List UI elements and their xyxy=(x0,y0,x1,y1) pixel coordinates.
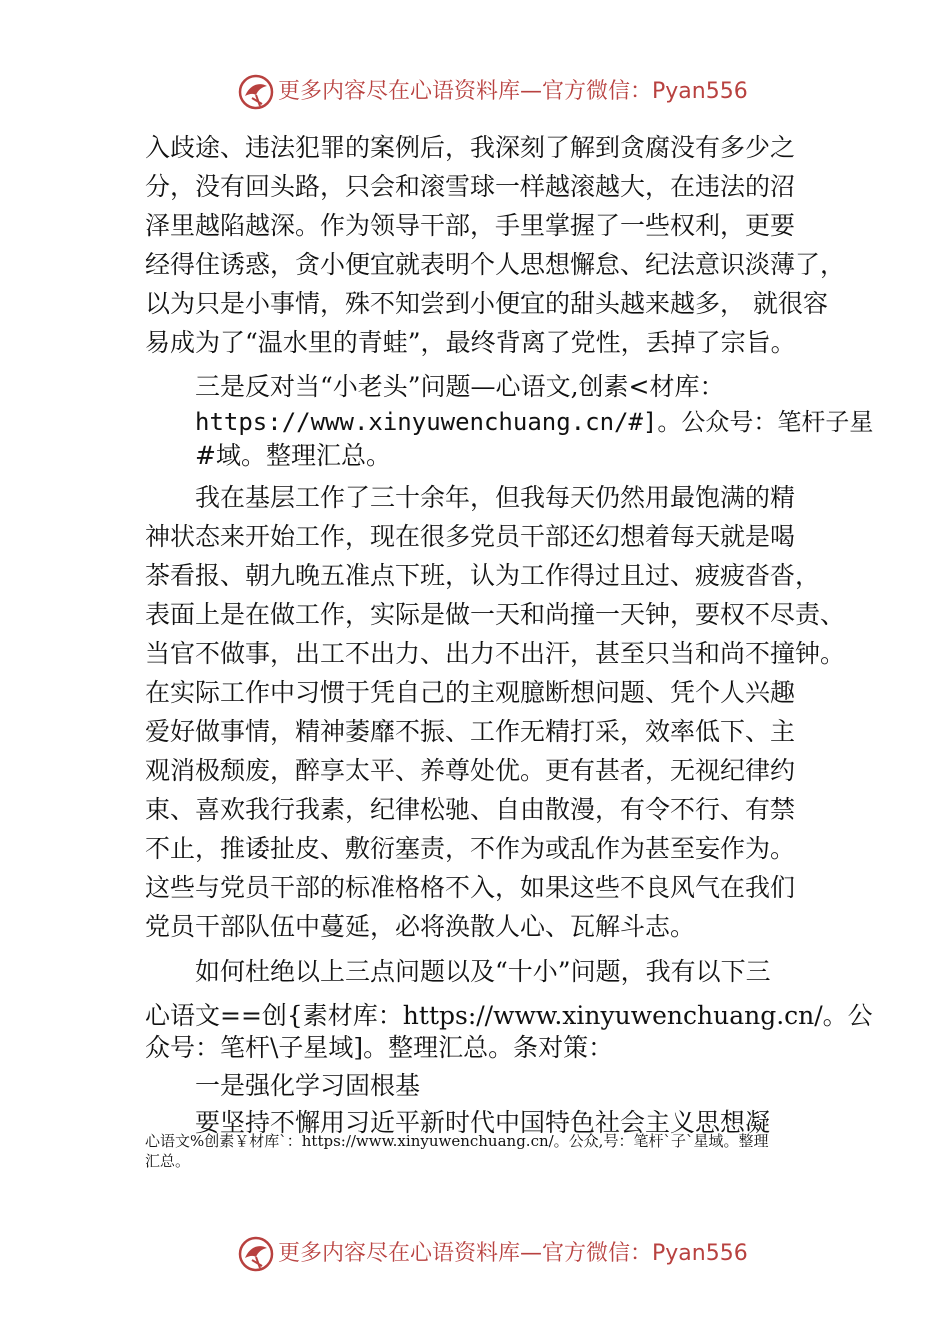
body-line: 如何杜绝以上三点问题以及“十小”问题，我有以下三 xyxy=(195,957,771,986)
body-line: 入歧途、违法犯罪的案例后，我深刻了解到贪腐没有多少之 xyxy=(145,133,796,162)
body-line: 神状态来开始工作，现在很多党员干部还幻想着每天就是喝 xyxy=(145,522,796,551)
body-line: 束、喜欢我行我素，纪律松驰、自由散漫，有令不行、有禁 xyxy=(145,795,796,824)
section-heading: 一是强化学习固根基 xyxy=(195,1071,421,1100)
header-banner-text: 更多内容尽在心语资料库—官方微信：Pyan556 xyxy=(278,79,748,104)
body-line: 易成为了“温水里的青蛙”，最终背离了党性，丢掉了宗旨。 xyxy=(145,328,796,357)
body-line: 分，没有回头路，只会和滚雪球一样越滚越大，在违法的沼 xyxy=(145,172,796,201)
footnote-line: 心语文%创素￥材库`：https://www.xinyuwenchuang.cn/。公众,号：笔杆`子`星域。整理 xyxy=(145,1132,769,1150)
footer-banner-text: 更多内容尽在心语资料库—官方微信：Pyan556 xyxy=(278,1241,748,1266)
body-line: 要坚持不懈用习近平新时代中国特色社会主义思想凝 xyxy=(195,1108,771,1137)
body-line: 泽里越陷越深。作为领导干部，手里掌握了一些权利，更要 xyxy=(145,211,796,240)
body-line: #域。整理汇总。 xyxy=(195,441,391,470)
body-line: 这些与党员干部的标准格格不入，如果这些不良风气在我们 xyxy=(145,873,796,902)
footer-banner xyxy=(0,1232,950,1276)
body-line: 我在基层工作了三十余年，但我每天仍然用最饱满的精 xyxy=(195,483,796,512)
body-line: 经得住诱惑，贪小便宜就表明个人思想懈怠、纪法意识淡薄了， xyxy=(145,250,846,279)
bird-seal-logo-icon xyxy=(238,1236,274,1272)
footnote-line: 汇总。 xyxy=(145,1152,191,1170)
body-line: 众号：笔杆\子星域]。整理汇总。条对策： xyxy=(145,1033,614,1062)
body-line: 观消极颓废，醉享太平、养尊处优。更有甚者，无视纪律约 xyxy=(145,756,796,785)
footnote xyxy=(145,1131,845,1171)
body-line: 当官不做事，出工不出力、出力不出汗，甚至只当和尚不撞钟。 xyxy=(145,639,846,668)
body-line: 爱好做事情，精神萎靡不振、工作无精打采，效率低下、主 xyxy=(145,717,796,746)
body-line: 三是反对当“小老头”问题—心语文,创素<材库： xyxy=(195,372,725,401)
body-line: https://www.xinyuwenchuang.cn/#]。公众号：笔杆子星 xyxy=(195,408,874,436)
body-line: 党员干部队伍中蔓延，必将涣散人心、瓦解斗志。 xyxy=(145,912,696,941)
body-line: 以为只是小事情，殊不知尝到小便宜的甜头越来越多， 就很容 xyxy=(145,289,828,318)
body-line: 心语文==创{素材库：https://www.xinyuwenchuang.cn/。公 xyxy=(145,1001,873,1030)
body-line: 不止，推诿扯皮、敷衍塞责，不作为或乱作为甚至妄作为。 xyxy=(145,834,796,863)
body-line: 茶看报、朝九晚五准点下班，认为工作得过且过、疲疲沓沓， xyxy=(145,561,821,590)
body-line: 在实际工作中习惯于凭自己的主观臆断想问题、凭个人兴趣 xyxy=(145,678,796,707)
body-line: 表面上是在做工作，实际是做一天和尚撞一天钟，要权不尽责、 xyxy=(145,600,846,629)
